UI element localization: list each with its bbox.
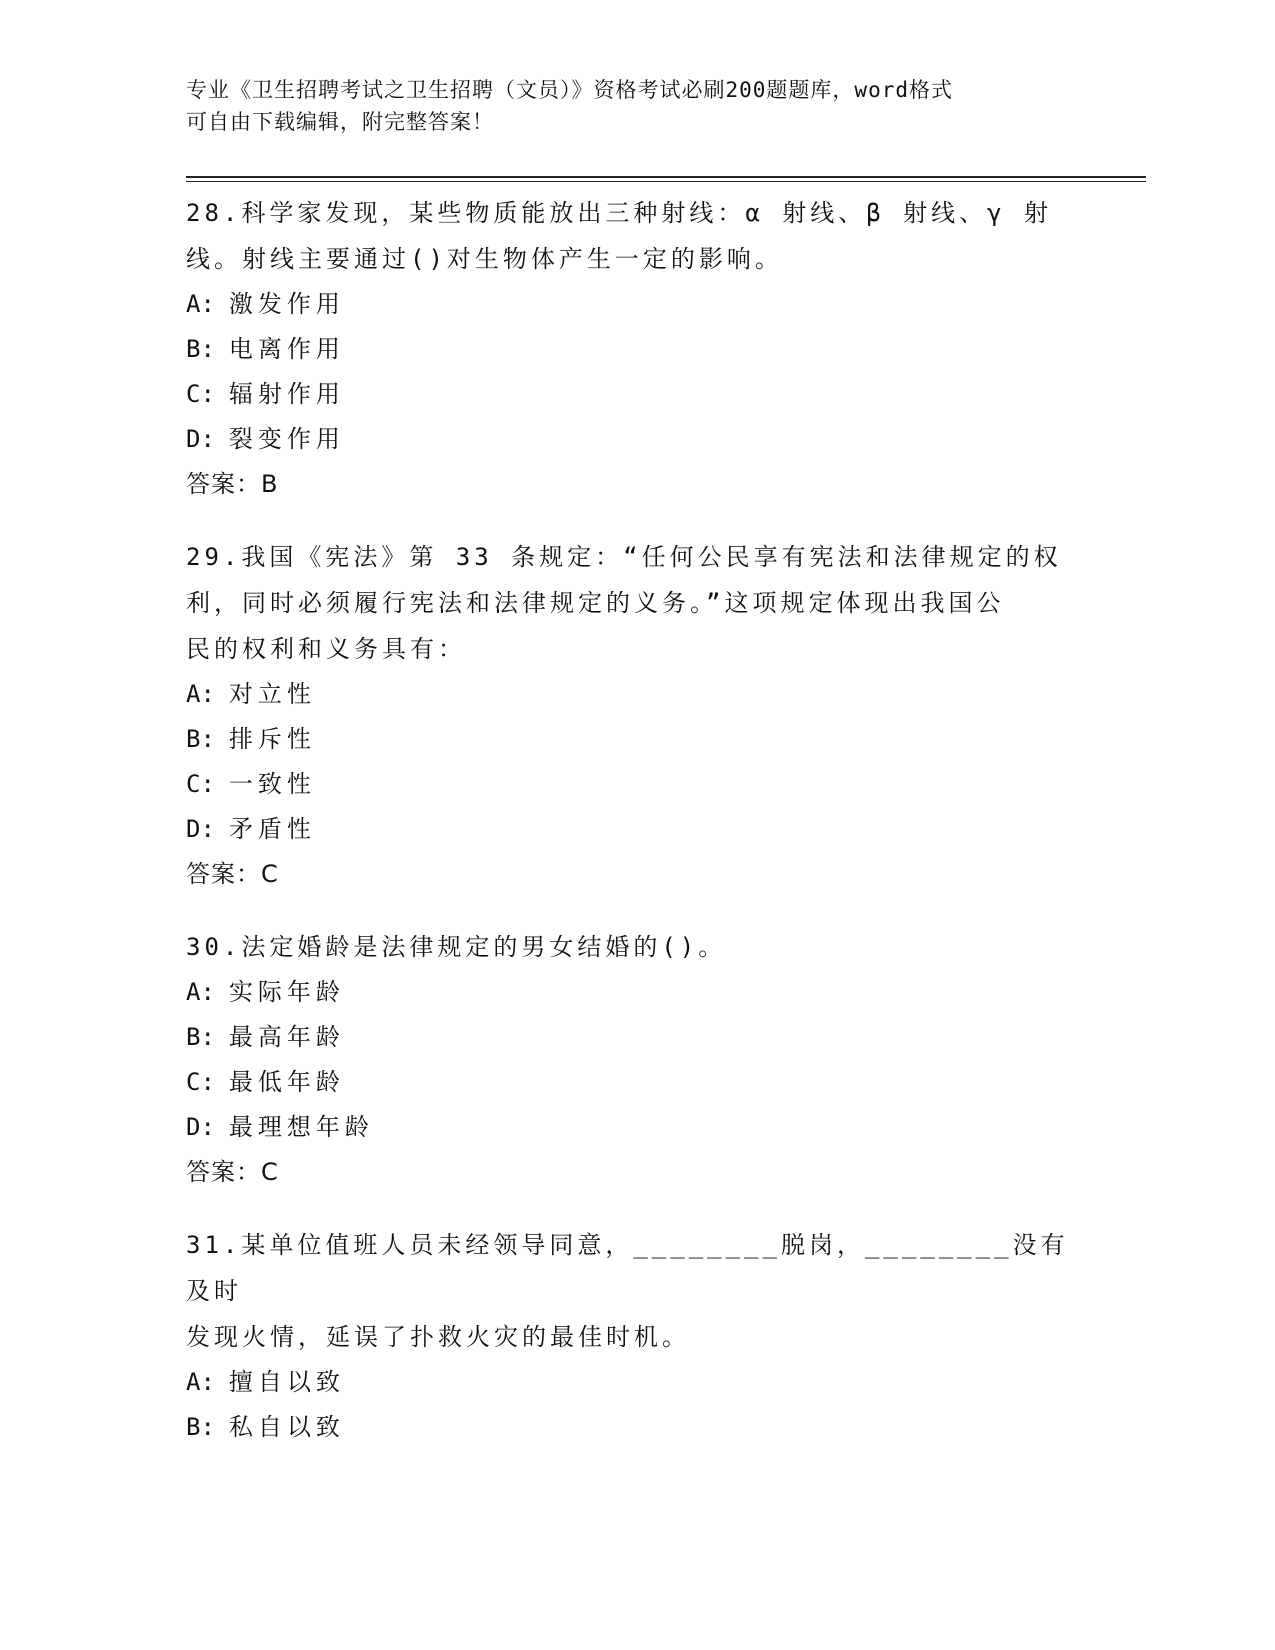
question-text-line: 线。射线主要通过()对生物体产生一定的影响。 (186, 245, 783, 273)
option-letter: C: (186, 770, 215, 798)
option-text: 对立性 (228, 680, 316, 708)
question-text-line: 发现火情，延误了扑救火灾的最佳时机。 (186, 1323, 690, 1351)
option-text: 实际年龄 (228, 978, 345, 1006)
answer-option (186, 1060, 1086, 1105)
question-text-line: 28.科学家发现，某些物质能放出三种射线：α 射线、β 射线、γ 射 (186, 199, 1053, 227)
header-divider (186, 176, 1146, 182)
question-block (186, 534, 1086, 896)
option-text: 最理想年龄 (228, 1113, 374, 1141)
question-list (186, 190, 1086, 1478)
answer-option (186, 372, 1086, 417)
option-letter: D: (186, 1113, 215, 1141)
option-text: 裂变作用 (228, 425, 345, 453)
option-letter: A: (186, 978, 215, 1006)
answer-option (186, 672, 1086, 717)
option-letter: D: (186, 425, 215, 453)
option-text: 矛盾性 (228, 815, 316, 843)
question-text-line: 利，同时必须履行宪法和法律规定的义务。”这项规定体现出我国公 (186, 589, 1005, 617)
answer-option (186, 417, 1086, 462)
answer-option (186, 970, 1086, 1015)
option-letter: B: (186, 725, 215, 753)
question-block (186, 924, 1086, 1194)
answer-option (186, 1105, 1086, 1150)
answer-option (186, 327, 1086, 372)
option-letter: A: (186, 1368, 215, 1396)
question-text-line: 31.某单位值班人员未经领导同意，________脱岗，________没有及时 (186, 1231, 1069, 1305)
question-block (186, 190, 1086, 506)
option-text: 最高年龄 (228, 1023, 345, 1051)
document-header (186, 74, 1066, 138)
answer-option (186, 1015, 1086, 1060)
answer-option (186, 1360, 1086, 1405)
option-letter: A: (186, 290, 215, 318)
answer-key: 答案：C (186, 860, 279, 888)
option-text: 激发作用 (228, 290, 345, 318)
option-letter: B: (186, 1023, 215, 1051)
option-text: 私自以致 (228, 1413, 345, 1441)
option-letter: C: (186, 380, 215, 408)
header-line-2: 可自由下载编辑，附完整答案！ (186, 110, 494, 134)
answer-option (186, 717, 1086, 762)
option-letter: B: (186, 335, 215, 363)
option-letter: C: (186, 1068, 215, 1096)
question-text-line: 29.我国《宪法》第 33 条规定：“任何公民享有宪法和法律规定的权 (186, 543, 1062, 571)
option-text: 擅自以致 (228, 1368, 345, 1396)
option-text: 排斥性 (228, 725, 316, 753)
answer-key: 答案：C (186, 1158, 279, 1186)
option-text: 辐射作用 (228, 380, 345, 408)
option-letter: B: (186, 1413, 215, 1441)
question-text-line: 30.法定婚龄是法律规定的男女结婚的()。 (186, 933, 727, 961)
answer-option (186, 807, 1086, 852)
option-text: 电离作用 (228, 335, 345, 363)
option-text: 最低年龄 (228, 1068, 345, 1096)
question-text-line: 民的权利和义务具有： (186, 635, 466, 663)
answer-option (186, 1405, 1086, 1450)
option-text: 一致性 (228, 770, 316, 798)
option-letter: A: (186, 680, 215, 708)
answer-option (186, 762, 1086, 807)
answer-key: 答案：B (186, 470, 279, 498)
answer-option (186, 282, 1086, 327)
option-letter: D: (186, 815, 215, 843)
header-line-1: 专业《卫生招聘考试之卫生招聘（文员）》资格考试必刷200题题库，word格式 (186, 78, 953, 102)
question-block (186, 1222, 1086, 1450)
